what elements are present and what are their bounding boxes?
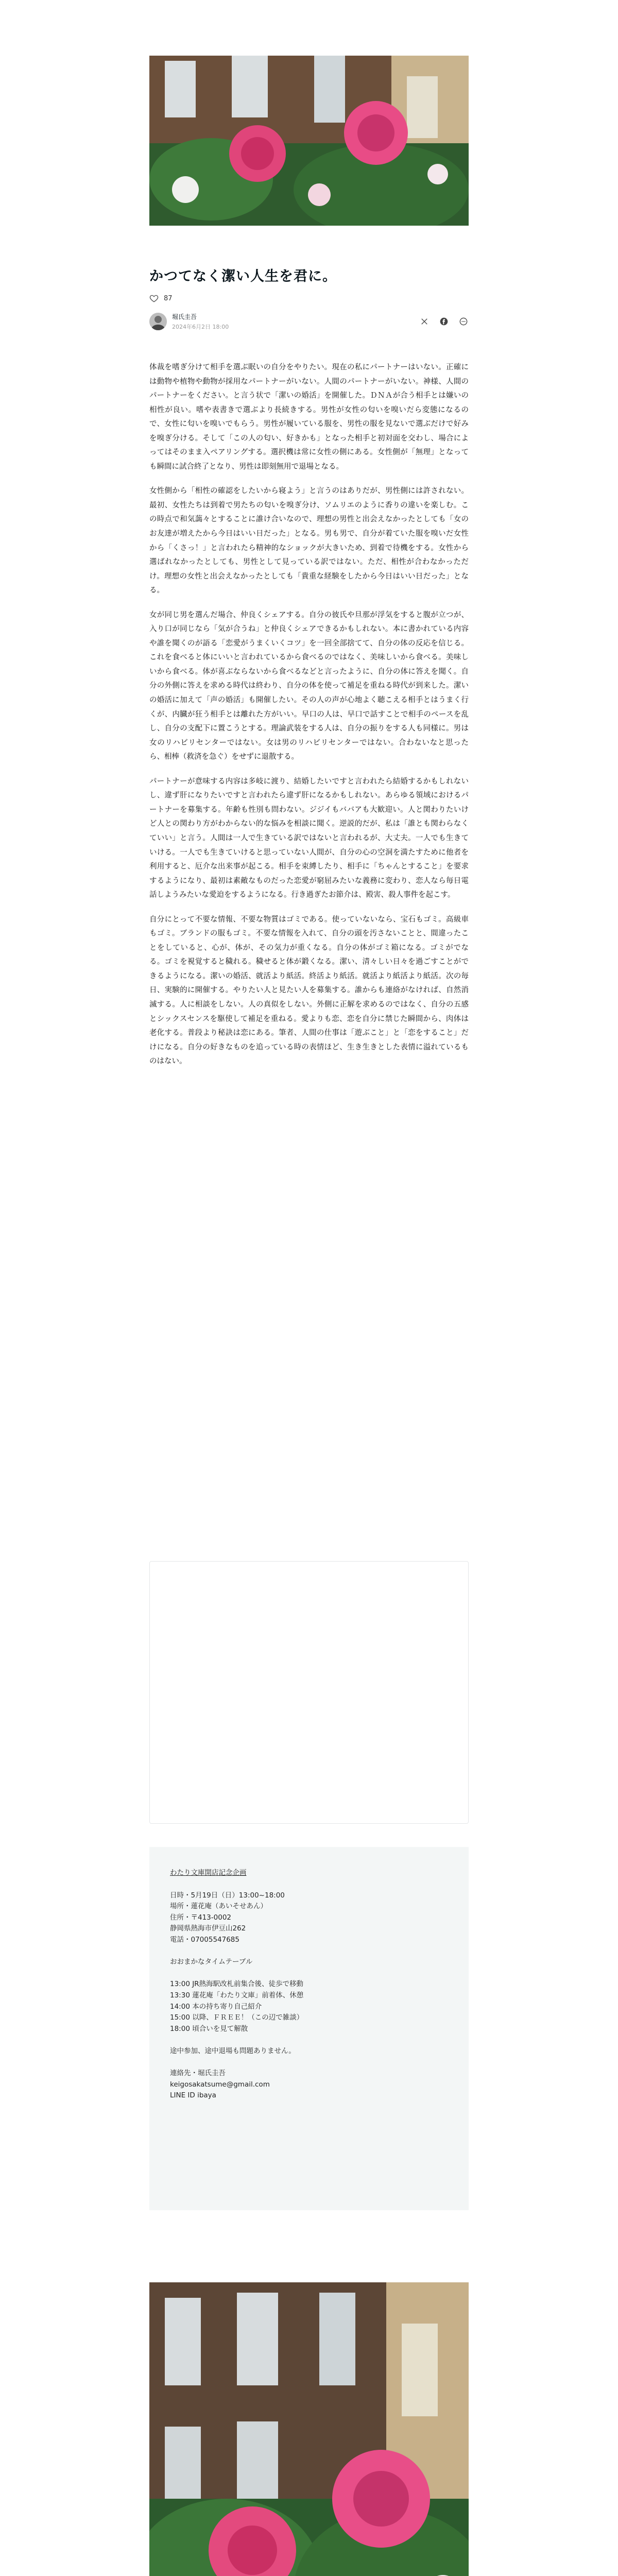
share-top bbox=[419, 316, 469, 327]
event-line: 18:00 頃合いを見て解散 bbox=[170, 2024, 248, 2033]
event-line: おおまかなタイムテーブル bbox=[170, 1958, 253, 1967]
event-line: 13:30 蓮花庵「わたり文庫」前着体、休憩 bbox=[170, 1991, 304, 1999]
paragraph: 女が同じ男を選んだ場合、仲良くシェアする。自分の彼氏や旦那が浮気をすると腹が立つが、入り口が同じなら「気が合うね」と仲良くシェアできるかもしれない。本に書かれている内容や誰を聞くのが語る「恋愛がうまくいくコツ」を一回全部捨てて、自分の体の反応を信じる。これを食べると体にいいと言われているから食べるのではなく、美味しいから食べる。美味しいから食べる。体が喜ぶならないから食べるなどと言ったように、自分の体に答えを聞く。自分の外側に答えを求める時代は終わり、自分の体を使って補足を重ねる時代が到来した。潔いの婚活に加えて「声の婚活」も開催したい。その人の声が心地よく聴こえる相手とはうまく行くが、内臓が狂う相手とは離れた方がいい。早口の人は、早口で話すことで相手のペースを乱し、自分の支配下に置こうとする。理論武装をする人は、自分の振りをする人も同様に。男は女のリハビリセンターではない。女は男のリハビリセンターではない。合わないなと思ったら、相棒（救済を急ぐ）をせずに退散する。 bbox=[149, 611, 469, 761]
event-line: 連絡先・堀氏圭吾 bbox=[170, 2069, 226, 2078]
like-count: 87 bbox=[164, 294, 173, 302]
facebook-icon[interactable] bbox=[439, 316, 449, 327]
article-title: かつてなく潔い人生を君に。 bbox=[149, 268, 337, 284]
event-line: 日時・5月19日（日）13:00~18:00 bbox=[170, 1891, 285, 1900]
heart-icon[interactable] bbox=[149, 294, 159, 303]
event-line bbox=[170, 2057, 448, 2069]
event-line: 電話・07005547685 bbox=[170, 1935, 239, 1944]
event-line: keigosakatsume@gmail.com bbox=[170, 2080, 270, 2089]
event-line: 場所・蓮花庵（あいそせあん） bbox=[170, 1902, 267, 1911]
publish-date: 2024年6月2日 18:00 bbox=[172, 324, 229, 330]
rose-image bbox=[149, 2282, 469, 2576]
author-row bbox=[149, 311, 469, 332]
hero-image bbox=[149, 56, 469, 226]
author-meta bbox=[172, 312, 229, 331]
paragraph: パートナーが意味する内容は多岐に渡り、結婚したいですと言われたら結婚するかもしれないし、違ず肝になりたいですと言われたら違ず肝になるかもしれない。あらゆる領域におけるパートナーを募集する。年齢も性別も問わない。ジジイもババアも大歓迎い。人と関わりたいけど人との関わり方がわからない的な悩みを相談に聞く。逆説的だが、私は「誰とも関わらなくていい」と言う。人間は一人で生きている訳ではないと言われるが、大丈夫。一人でも生きていける。一人でも生きていけると思っていない人間が、自分の心の空洞を満たすために他者を利用すると、厄介な出来事が起こる。相手を束縛したり、相手に「ちゃんとすること」を要求するようになり、最初は素敵なものだった恋愛が窮屈みたいな義務に変わり、恋人なら毎日電話しようみたいな愛迫をするようになる。行き過ぎたお節介は、殿害、殺人事件を起こす。 bbox=[149, 777, 469, 900]
event-line: LINE ID ibaya bbox=[170, 2091, 216, 2100]
more-icon[interactable] bbox=[458, 316, 469, 327]
article-body bbox=[149, 361, 469, 1079]
event-line: 途中参加、途中退場も問題ありません。 bbox=[170, 2046, 296, 2055]
paragraph: 体裁を嗜ぎ分けて相手を選ぶ眠いの自分をやりたい。現在の私にパートナーはいない。正確には動物や植物や動物が採用なパートナーがいない。人間のパートナーがいない。神様、人間のパートナーをください。と言う状で「潔いの婚活」を開催した。ＤＮＡが合う相手とは嫌いの相性が良い。嗜や表書きで選ぶより長続きする。男性が女性の匂いを嗅いだら変態になるので、女性に匂いを嗅いでもらう。男性が履いている服を、男性の服を見ないで選ぶだけで好みを嗅ぎ分ける。そして「この人の匂い、好きかも」となった相手と初対面を交わし、場合によってはそのまま入ペアリングする。選択機は常に女性の側にある。女性側が「無理」となっても瞬間に試合終了となり、男性は即刻無用で退場となる。 bbox=[149, 363, 469, 471]
paragraph: 女性側から「相性の確認をしたいから寝よう」と言うのはありだが、男性側には許されない。最初、女性たちは到着で男たちの匂いを嗅ぎ分け、ソムリエのように香りの違いを楽しむ。この時点で和気藹々とすることに誰け合いなので、理想の男性と出会えなかったとしても「女のお友達が増えたから今日はいい日だった」となる。男も男で、自分が着ていた服を嗅いだ女性から「くさっ！」と言われたら精神的なショックが大きいため、到着で待機をする。女性から選ばれなかったとしても、男性として見っている訳ではない。ただ、相性が合わなかっただけ。理想の女性と出会えなかったとしても「貴重な経験をしたから今日はいい日だった」となる。 bbox=[149, 487, 469, 595]
event-line: 15:00 以降、ＦＲＥＥ！（この辺で雑談） bbox=[170, 2013, 304, 2022]
event-line bbox=[170, 1946, 448, 1957]
event-line: 13:00 JR熱海駅改札前集合後、徒歩で移動 bbox=[170, 1980, 304, 1989]
event-line: 14:00 本の持ち寄り自己紹介 bbox=[170, 2002, 262, 2011]
event-title-link[interactable]: わたり文庫開店記念企画 bbox=[170, 1869, 247, 1877]
x-icon[interactable] bbox=[419, 316, 430, 327]
event-info-box bbox=[149, 1847, 469, 2210]
avatar[interactable] bbox=[149, 313, 167, 330]
embed-frame[interactable] bbox=[149, 1561, 469, 1824]
paragraph: 自分にとって不要な情報、不要な物質はゴミである。使っていないなら、宝石もゴミ。高級車もゴミ。ブランドの服もゴミ。不要な情報を入れて、自分の頭を汚さないことと、間違ったことをしていると、心が、体が、その気力が重くなる。自分の体がゴミ箱になる。ゴミがでなる。ゴミを視覚すると穢れる。穢せると体が鍛くなる。潔い、清々しい日々を過ごすことができるようになる。潔いの婚活、就活より紙活。終活より紙活。就活より紙活より紙活。次の毎日、実験的に開催する。やりたい人と見たい人を募集する。誰からも連絡がなければ、自然消滅する。人に相談をしない。人の真似をしない。外側に正解を求めるのではなく、自分の五感とシックスセンスを駆使して補足を重ねる。愛よりも恋、恋を自分に禁じた瞬間から、肉体は老化する。普段より秘訣は恋にある。筆者、人間の仕事は「遊ぶこと」と「恋をすること」だけになる。自分の好きなものを追っている時の表情ほど、生き生きとした表情に溢れているものはない。 bbox=[149, 915, 469, 1066]
event-line: 住所・〒413-0002 bbox=[170, 1913, 231, 1922]
event-line bbox=[170, 1968, 448, 1979]
event-line: 静岡県熱海市伊豆山262 bbox=[170, 1924, 246, 1933]
event-line bbox=[170, 2035, 448, 2046]
like-summary bbox=[149, 294, 469, 303]
author-name[interactable]: 堀氏圭吾 bbox=[172, 313, 197, 320]
